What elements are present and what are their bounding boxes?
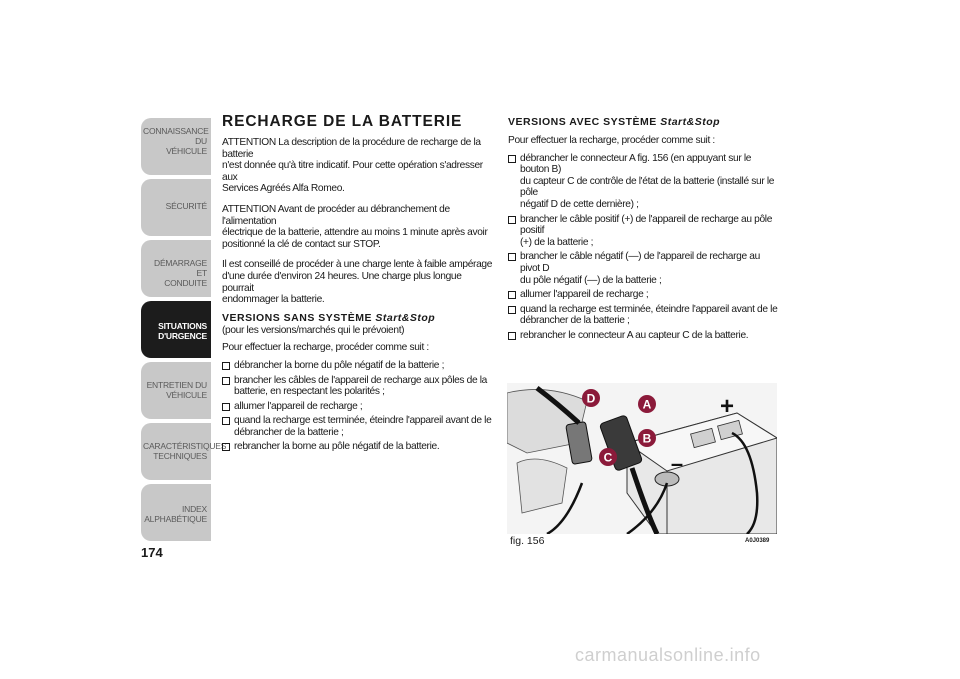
list-item: débrancher le connecteur A fig. 156 (en appuyant sur le bouton B) du capteur C de contrôle de l'état de la batterie (installé sur le pôle négatif D de cette dernière) ;: [508, 153, 778, 211]
svg-text:C: C: [603, 450, 613, 465]
tab-label-line1: INDEX: [182, 504, 207, 514]
right-column: [508, 112, 778, 345]
left-column: [222, 112, 494, 456]
tab-situations-d-urgence[interactable]: [141, 301, 211, 358]
tab-label-line1: ENTRETIEN DU: [146, 380, 207, 390]
list-item: brancher le câble positif (+) de l'appareil de recharge au pôle positif (+) de la batterie ;: [508, 214, 778, 249]
tab-securite[interactable]: [141, 179, 211, 236]
label-d: [582, 389, 600, 407]
tab-label-line1: SÉCURITÉ: [165, 201, 207, 211]
checkbox-bullet-icon: [222, 443, 230, 451]
watermark: carmanualsonline.info: [575, 645, 761, 665]
plus-symbol: +: [719, 393, 735, 420]
list-item: rebrancher la borne au pôle négatif de la batterie.: [222, 441, 494, 453]
figure-code: A0J0389: [745, 538, 770, 544]
tab-label-line1: CARACTÉRISTIQUES: [143, 441, 227, 451]
tab-demarrage-et-conduite[interactable]: [141, 240, 211, 297]
checkbox-bullet-icon: [508, 332, 516, 340]
tab-index-alphabetique[interactable]: [141, 484, 211, 541]
tab-label-line2: CONDUITE: [164, 278, 207, 288]
list-item: rebrancher le connecteur A au capteur C de la batterie.: [508, 330, 778, 342]
procedure-intro: Pour effectuer la recharge, procéder comme suit :: [222, 342, 429, 354]
list-item: débrancher la borne du pôle négatif de la batterie ;: [222, 360, 494, 372]
section-title: RECHARGE DE LA BATTERIE: [222, 113, 463, 130]
svg-text:A: A: [642, 397, 652, 412]
subsection-title-without-start-stop: VERSIONS SANS SYSTÈME Start&Stop: [222, 311, 436, 324]
page-number: 174: [141, 545, 163, 560]
attention-paragraph-2: ATTENTION Avant de procéder au débranchement de l'alimentation électrique de la batterie, attendre au moins 1 minute après avoir positionné la clé de contact sur STOP.: [222, 203, 488, 250]
procedure-list: [222, 360, 494, 453]
list-item: allumer l'appareil de recharge ;: [508, 289, 778, 301]
tab-label-line1: CONNAISSANCE DU: [143, 126, 209, 146]
tab-caracteristiques-techniques[interactable]: [141, 423, 227, 480]
list-item: quand la recharge est terminée, éteindre l'appareil avant de le débrancher de la batterie ;: [222, 415, 494, 438]
tab-label-line2: VÉHICULE: [166, 146, 207, 156]
attention-paragraph-1: ATTENTION La description de la procédure de recharge de la batterie n'est donnée qu'à titre indicatif. Pour cette opération s'adresser aux Services Agréés Alfa Romeo.: [222, 137, 483, 195]
tab-label-line2: D'URGENCE: [158, 331, 207, 341]
tab-label-line1: SITUATIONS: [158, 321, 207, 331]
checkbox-bullet-icon: [508, 216, 516, 224]
checkbox-bullet-icon: [222, 417, 230, 425]
checkbox-bullet-icon: [508, 155, 516, 163]
versions-note: (pour les versions/marchés qui le prévoient): [222, 324, 405, 336]
battery-illustration: [507, 383, 777, 534]
tab-label-line2: ALPHABÉTIQUE: [144, 514, 207, 524]
minus-symbol: –: [670, 451, 684, 476]
battery-figure: [507, 383, 777, 534]
checkbox-bullet-icon: [222, 377, 230, 385]
checkbox-bullet-icon: [508, 306, 516, 314]
checkbox-bullet-icon: [222, 403, 230, 411]
checkbox-bullet-icon: [222, 362, 230, 370]
list-item: brancher le câble négatif (—) de l'appareil de recharge au pivot D du pôle négatif (—) de la batterie ;: [508, 251, 778, 286]
label-b: [638, 429, 656, 447]
procedure-intro: Pour effectuer la recharge, procéder comme suit :: [508, 135, 715, 146]
list-item: quand la recharge est terminée, éteindre l'appareil avant de le débrancher de la batterie ;: [508, 304, 778, 327]
tab-label-line2: VÉHICULE: [166, 390, 207, 400]
label-c: [599, 448, 617, 466]
svg-text:B: B: [642, 431, 652, 446]
checkbox-bullet-icon: [508, 253, 516, 261]
subsection-title-with-start-stop: VERSIONS AVEC SYSTÈME Start&Stop: [508, 116, 721, 128]
tab-connaissance-du-vehicule[interactable]: [141, 118, 211, 175]
svg-text:D: D: [586, 391, 596, 406]
list-item: brancher les câbles de l'appareil de recharge aux pôles de la batterie, en respectant les polarités ;: [222, 375, 494, 398]
tab-label-line1: DÉMARRAGE ET: [154, 258, 207, 278]
checkbox-bullet-icon: [508, 291, 516, 299]
label-a: [638, 395, 656, 413]
procedure-list: [508, 153, 778, 342]
tab-entretien-du-vehicule[interactable]: [141, 362, 211, 419]
advice-paragraph: Il est conseillé de procéder à une charge lente à faible ampérage d'une durée d'environ 24 heures. Une charge plus longue pourrait endommager la batterie.: [222, 259, 493, 306]
list-item: allumer l'appareil de recharge ;: [222, 401, 494, 413]
tab-label-line2: TECHNIQUES: [153, 451, 207, 461]
figure-caption: fig. 156: [510, 535, 545, 547]
